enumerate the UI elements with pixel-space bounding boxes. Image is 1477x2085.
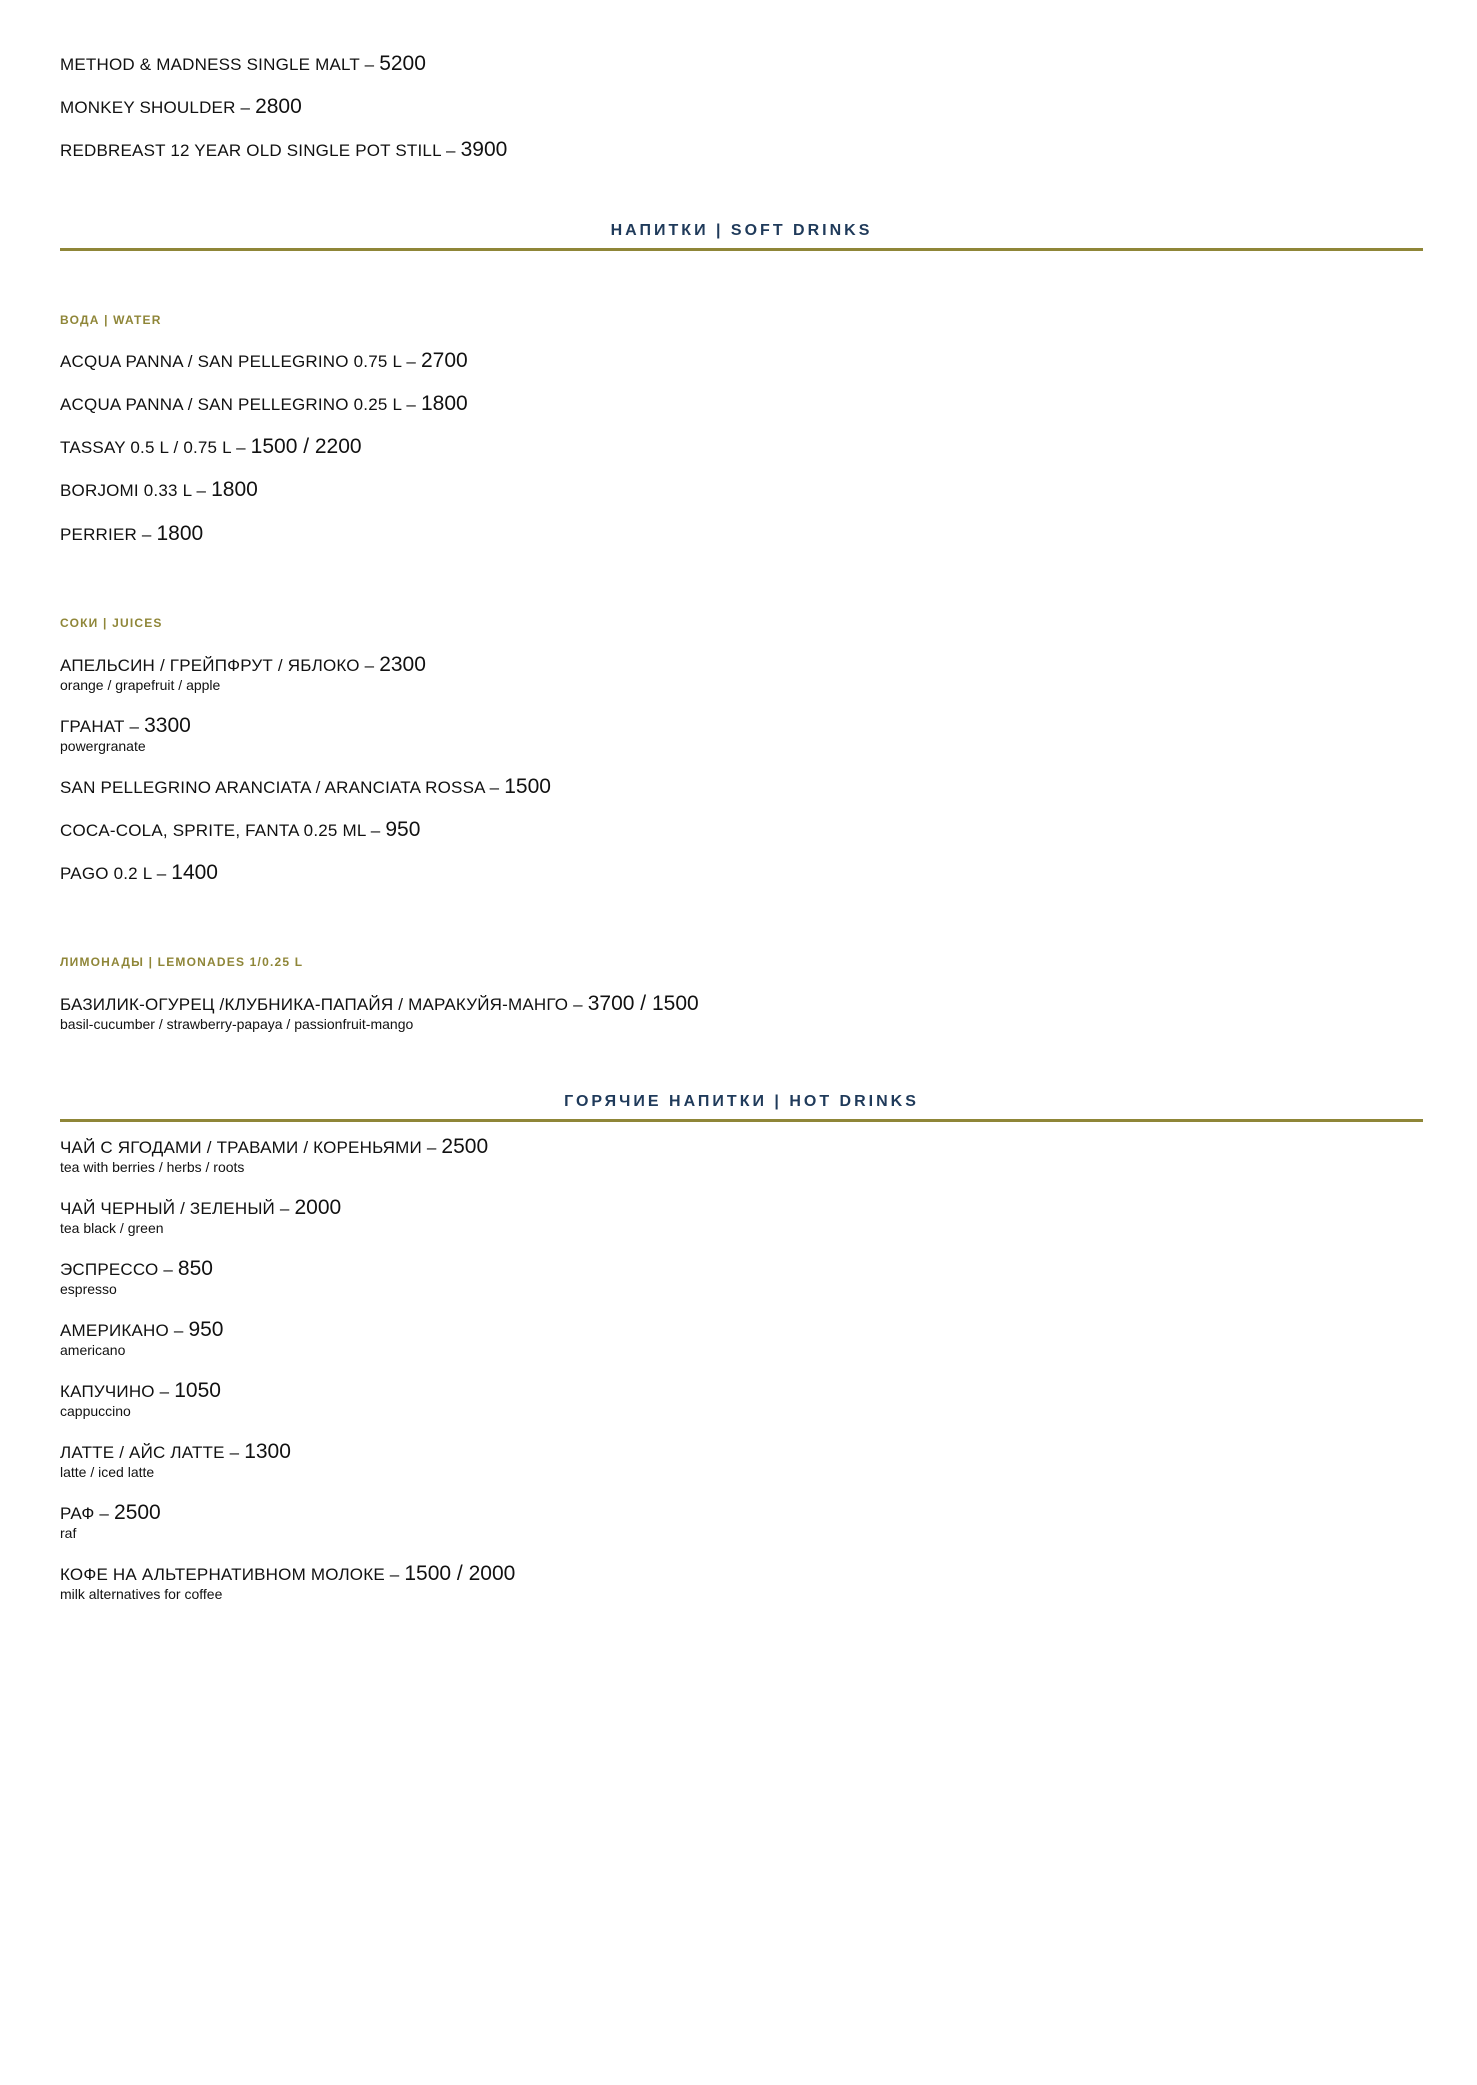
item-name: COCA-COLA, SPRITE, FANTA 0.25 ML –: [60, 821, 386, 840]
item-price: 2000: [294, 1196, 342, 1219]
menu-item: [60, 1563, 515, 1601]
item-price: 1500: [504, 775, 551, 798]
item-price: 850: [177, 1257, 213, 1280]
item-price: 2500: [114, 1501, 161, 1524]
item-price: 1500 / 2200: [250, 435, 362, 458]
item-name: ACQUA PANNA / SAN PELLEGRINO 0.25 L –: [60, 395, 421, 414]
item-price: 3300: [144, 714, 191, 737]
item-name: TASSAY 0.5 L / 0.75 L –: [60, 438, 251, 457]
item-translation: americano: [60, 1342, 126, 1358]
section-title-hot-drinks: ГОРЯЧИЕ НАПИТКИ | HOT DRINKS: [60, 1093, 1423, 1122]
menu-item: [60, 1258, 213, 1296]
menu-item: [60, 479, 258, 500]
item-translation: raf: [60, 1525, 77, 1541]
item-price: 1400: [171, 861, 218, 884]
item-price: 1300: [244, 1440, 291, 1463]
menu-item: [60, 1502, 161, 1540]
subsection-title-lemonades: ЛИМОНАДЫ | LEMONADES 1/0.25 L: [60, 955, 304, 969]
item-price: 3700 / 1500: [587, 992, 699, 1015]
item-price: 1050: [174, 1379, 221, 1402]
item-name: ЭСПРЕССО –: [60, 1260, 178, 1279]
item-price: 5200: [379, 52, 426, 75]
menu-item: [60, 1197, 341, 1235]
item-name: АМЕРИКАНО –: [60, 1321, 189, 1340]
item-price: 2800: [255, 95, 302, 118]
item-translation: powergranate: [60, 738, 146, 754]
item-name: REDBREAST 12 YEAR OLD SINGLE POT STILL –: [60, 141, 461, 160]
subsection-title-juices: СОКИ | JUICES: [60, 616, 163, 630]
item-price: 950: [385, 818, 421, 841]
menu-item: [60, 654, 426, 692]
item-name: MONKEY SHOULDER –: [60, 98, 256, 117]
item-price: 2300: [379, 653, 426, 676]
item-price: 3900: [460, 138, 508, 161]
item-name: БАЗИЛИК-ОГУРЕЦ /КЛУБНИКА-ПАПАЙЯ / МАРАКУЙЯ-МАНГО –: [60, 995, 588, 1014]
menu-item: [60, 96, 302, 117]
item-name: КАПУЧИНО –: [60, 1382, 175, 1401]
item-name: PAGO 0.2 L –: [60, 864, 172, 883]
menu-item: [60, 819, 420, 840]
menu-item: [60, 139, 507, 160]
item-price: 950: [188, 1318, 224, 1341]
item-name: РАФ –: [60, 1504, 115, 1523]
menu-item: [60, 1136, 488, 1174]
item-translation: cappuccino: [60, 1403, 131, 1419]
item-name: ЧАЙ ЧЕРНЫЙ / ЗЕЛЕНЫЙ –: [60, 1199, 295, 1218]
item-price: 2500: [441, 1135, 489, 1158]
item-translation: latte / iced latte: [60, 1464, 155, 1480]
item-price: 2700: [420, 349, 468, 372]
item-name: ЛАТТЕ / АЙС ЛАТТЕ –: [60, 1443, 245, 1462]
item-name: PERRIER –: [60, 525, 157, 544]
item-name: ГРАНАТ –: [60, 717, 145, 736]
item-name: АПЕЛЬСИН / ГРЕЙПФРУТ / ЯБЛОКО –: [60, 656, 380, 675]
item-translation: milk alternatives for coffee: [60, 1586, 223, 1602]
item-name: КОФЕ НА АЛЬТЕРНАТИВНОМ МОЛОКЕ –: [60, 1565, 405, 1584]
item-name: METHOD & MADNESS SINGLE MALT –: [60, 55, 380, 74]
menu-item: [60, 993, 699, 1031]
item-name: ACQUA PANNA / SAN PELLEGRINO 0.75 L –: [60, 352, 421, 371]
menu-item: [60, 1441, 291, 1479]
item-translation: espresso: [60, 1281, 117, 1297]
item-name: ЧАЙ С ЯГОДАМИ / ТРАВАМИ / КОРЕНЬЯМИ –: [60, 1138, 442, 1157]
item-name: BORJOMI 0.33 L –: [60, 481, 212, 500]
section-title-soft-drinks: НАПИТКИ | SOFT DRINKS: [60, 222, 1423, 251]
menu-item: [60, 862, 218, 883]
item-price: 1800: [156, 522, 204, 545]
menu-item: [60, 523, 203, 544]
menu-item: [60, 715, 191, 753]
menu-item: [60, 776, 551, 797]
item-price: 1500 / 2000: [404, 1562, 516, 1585]
item-translation: tea black / green: [60, 1220, 164, 1236]
item-translation: tea with berries / herbs / roots: [60, 1159, 245, 1175]
item-price: 1800: [211, 478, 258, 501]
item-translation: basil-cucumber / strawberry-papaya / passionfruit-mango: [60, 1016, 414, 1032]
menu-item: [60, 1380, 221, 1418]
menu-item: [60, 53, 426, 74]
menu-item: [60, 350, 468, 371]
item-name: SAN PELLEGRINO ARANCIATA / ARANCIATA ROSSA –: [60, 778, 505, 797]
item-price: 1800: [420, 392, 468, 415]
item-translation: orange / grapefruit / apple: [60, 677, 221, 693]
menu-item: [60, 436, 362, 457]
subsection-title-water: ВОДА | WATER: [60, 313, 162, 327]
menu-item: [60, 393, 468, 414]
menu-item: [60, 1319, 224, 1357]
